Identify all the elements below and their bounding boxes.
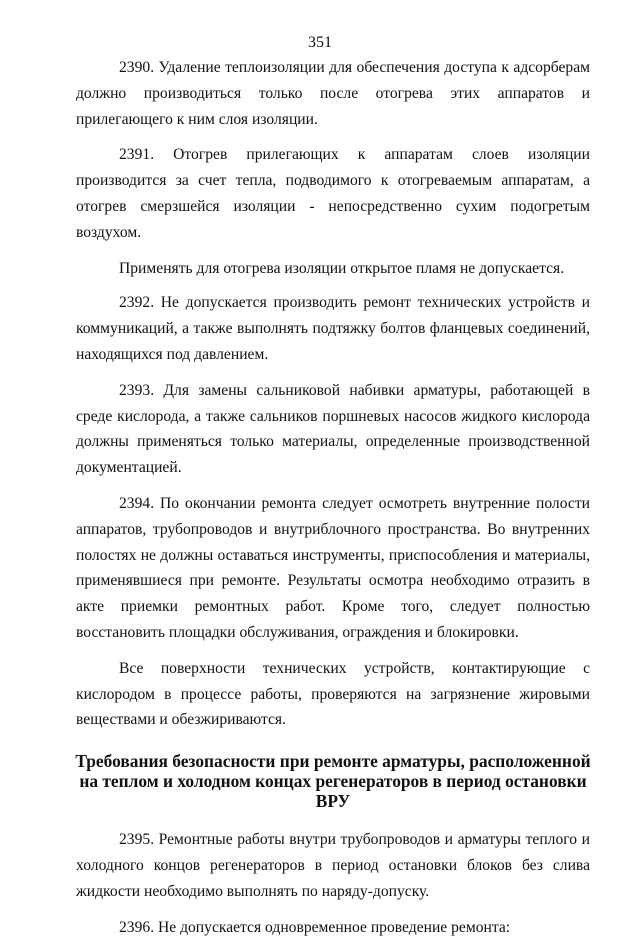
paragraph-2394: 2394. По окончании ремонта следует осмотреть внутренние полости аппаратов, трубопроводов и внутриблочного пространства. Во внутренних полостях не должны оставаться инструменты, приспособления и материалы, применявшиеся при ремонте. Результаты осмотра необходимо отразить в акте приемки ремонтных работ. Кроме того, следует полностью восстановить площадки обслуживания, ограждения и блокировки. <box>76 494 590 641</box>
paragraph-2395: 2395. Ремонтные работы внутри трубопроводов и арматуры теплого и холодного концов регенераторов в период остановки блоков без слива жидкости необходимо выполнять по наряду-допуску. <box>76 831 590 900</box>
paragraph-2392: 2392. Не допускается производить ремонт технических устройств и коммуникаций, а также выполнять подтяжку болтов фланцевых соединений, находящихся под давлением. <box>76 294 590 363</box>
page-number: 351 <box>308 34 332 51</box>
paragraph-2393: 2393. Для замены сальниковой набивки арматуры, работающей в среде кислорода, а также сальников поршневых насосов жидкого кислорода должны применяться только материалы, определенные производственной документацией. <box>76 381 590 477</box>
paragraph-degreasing: Все поверхности технических устройств, контактирующие с кислородом в процессе работы, проверяются на загрязнение жировыми веществами и обезжириваются. <box>76 659 590 729</box>
section-heading: Требования безопасности при ремонте арматуры, расположенной на теплом и холодном концах регенераторов в период остановки ВРУ <box>75 751 591 812</box>
document-body <box>76 55 590 950</box>
paragraph-open-flame: Применять для отогрева изоляции открытое пламя не допускается. <box>119 259 565 277</box>
paragraph-2390: 2390. Удаление теплоизоляции для обеспечения доступа к адсорберам должно производиться только после отогрева этих аппаратов и прилегающего к ним слоя изоляции. <box>76 59 590 128</box>
paragraph-2391: 2391. Отогрев прилегающих к аппаратам слоев изоляции производится за счет тепла, подводимого к отогреваемым аппаратам, а отогрев смерзшейся изоляции - непосредственно сухим подогретым воздухом. <box>76 146 590 241</box>
paragraph-2396: 2396. Не допускается одновременное проведение ремонта: <box>119 918 511 936</box>
